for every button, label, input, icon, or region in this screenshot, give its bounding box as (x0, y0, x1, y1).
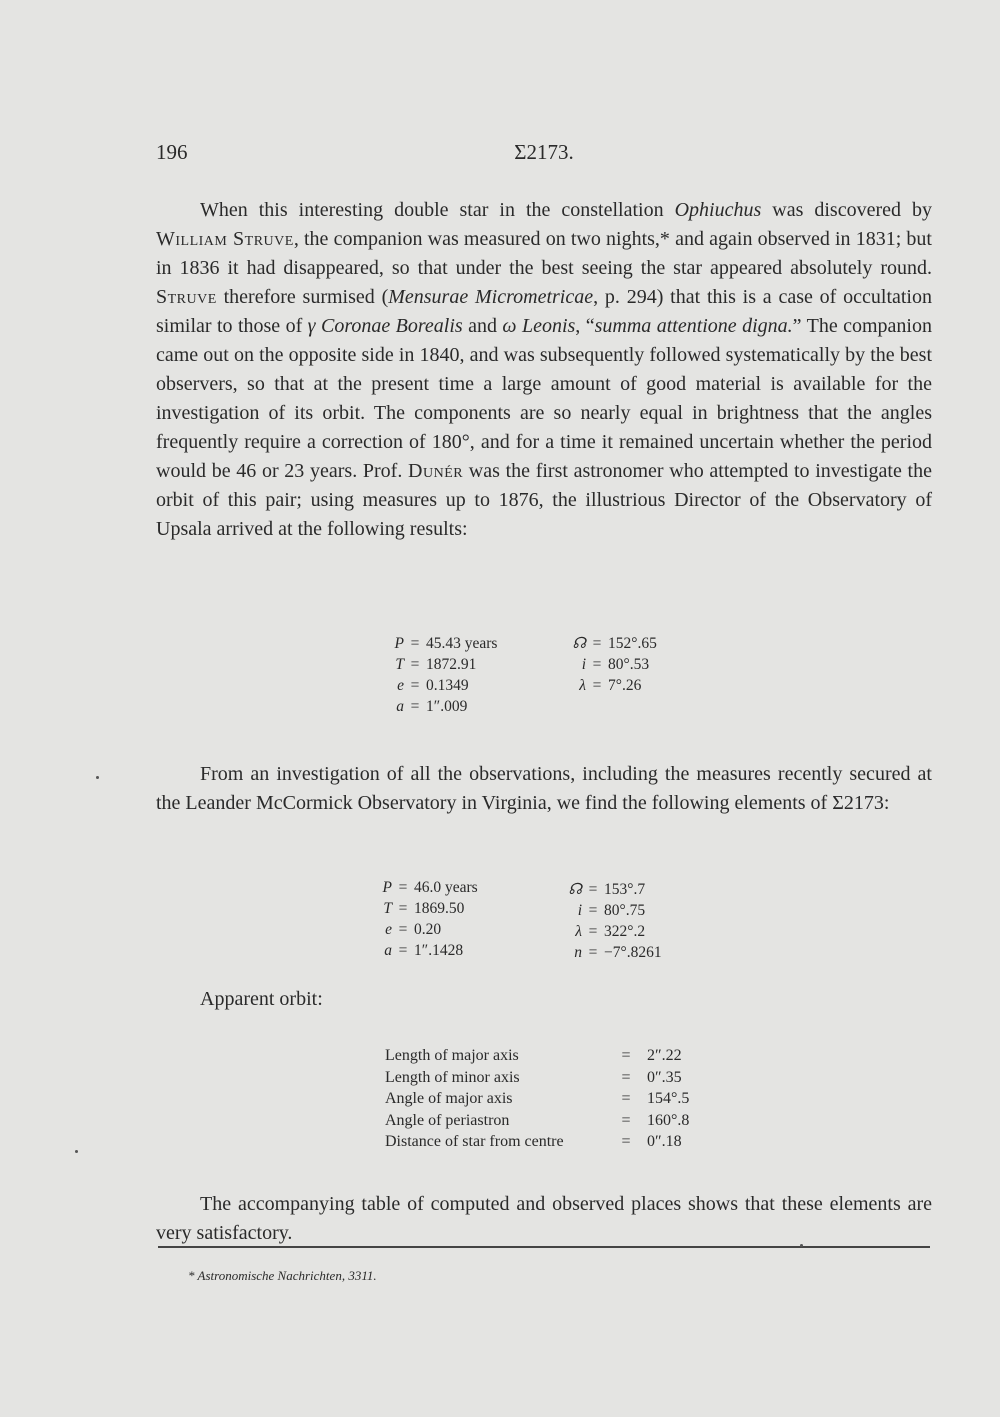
italic-star: ω Leonis (502, 315, 576, 337)
apparent-orbit-label: Apparent orbit: (200, 988, 323, 1010)
scan-speck (800, 1244, 803, 1247)
element-row: a = 1″.1428 (384, 942, 464, 959)
element-row: P = 45.43 years (394, 635, 498, 652)
italic-title: Mensurae Micrometricae (388, 286, 594, 308)
paragraph-intro (156, 196, 932, 544)
text-span: was discovered by (761, 199, 933, 221)
element-row: ☊ = 153°.7 (568, 881, 646, 898)
paragraph-text: From an investigation of all the observations, including the measures recently secured at the Leander McCormick Observatory in Virginia, we find the following elements of Σ2173: (156, 763, 932, 814)
duner-elements-block (360, 633, 700, 723)
element-row: T = 1872.91 (395, 656, 477, 673)
new-elements-left (340, 877, 478, 961)
text-span: , p. 294) that this is a case of occultation similar to those of (156, 286, 932, 337)
orbit-row: Length of minor axis = 0″.35 (385, 1068, 682, 1086)
paragraph-investigation (156, 760, 932, 818)
text-span: When this interesting double star in the constellation (200, 199, 675, 221)
italic-star: γ Coronae Borealis (307, 315, 463, 337)
page-number: 196 (156, 140, 188, 164)
italic-quote: summa attentione digna. (594, 315, 793, 337)
orbit-row: Distance of star from centre = 0″.18 (385, 1133, 682, 1150)
element-row: e = 0.20 (385, 921, 442, 938)
page-header (156, 140, 932, 170)
element-row: T = 1869.50 (383, 900, 465, 917)
footnote: * Astronomische Nachrichten, 3311. (188, 1268, 377, 1283)
footnote-rule (158, 1246, 930, 1248)
text-span: was the first astronomer who attempted to investigate the orbit of this pair; using measures up to 1876, the illustrious Director of the Observatory of Upsala arrived at the following results: (156, 460, 932, 540)
text-span: therefore surmised ( (216, 286, 389, 308)
running-title: Σ2173. (514, 140, 574, 164)
duner-elements-right (556, 633, 657, 696)
orbit-row: Angle of major axis = 154°.5 (385, 1090, 690, 1107)
element-row: i = 80°.75 (577, 902, 646, 919)
text-span: and (462, 315, 503, 337)
new-elements-right (544, 879, 662, 963)
element-row: λ = 7°.26 (579, 677, 642, 694)
orbit-row: Angle of periastron = 160°.8 (385, 1111, 690, 1129)
smallcaps-name: Struve (156, 286, 217, 308)
new-elements-block (340, 877, 720, 967)
element-row: λ = 322°.2 (575, 923, 646, 940)
element-row: P = 46.0 years (382, 879, 478, 896)
paragraph-conclusion (156, 1190, 932, 1248)
apparent-orbit-table (385, 1045, 725, 1153)
text-span: , the companion was measured on two nights,* and again observed in 1831; but in 1836 it had disappeared, so that under the best seeing the star appeared absolutely round. (156, 228, 932, 279)
text-span: ” The companion came out on the opposite side in 1840, and was subsequently followed systematically by the best observers, so that at the present time a large amount of good material is available for the investigation of its orbit. The components are so nearly equal in brightness that the angles frequently require a correction of 180°, and for a time it remained uncertain whether the period would be 46 or 23 years. Prof. (156, 315, 932, 482)
paragraph-text: The accompanying table of computed and observed places shows that these elements are very satisfactory. (156, 1193, 932, 1244)
element-row: a = 1″.009 (396, 698, 468, 715)
smallcaps-name: William Struve (156, 228, 294, 250)
orbit-row: Length of major axis = 2″.22 (385, 1047, 682, 1064)
scan-speck (75, 1150, 78, 1153)
element-row: ☊ = 152°.65 (572, 635, 657, 652)
element-row: n = −7°.8261 (574, 944, 662, 961)
italic-constellation: Ophiuchus (674, 199, 762, 221)
scan-speck (96, 776, 99, 779)
smallcaps-name: Dunér (408, 460, 464, 482)
element-row: i = 80°.53 (581, 656, 650, 673)
element-row: e = 0.1349 (397, 677, 469, 694)
text-span: , “ (575, 315, 595, 337)
duner-elements-left (360, 633, 497, 717)
